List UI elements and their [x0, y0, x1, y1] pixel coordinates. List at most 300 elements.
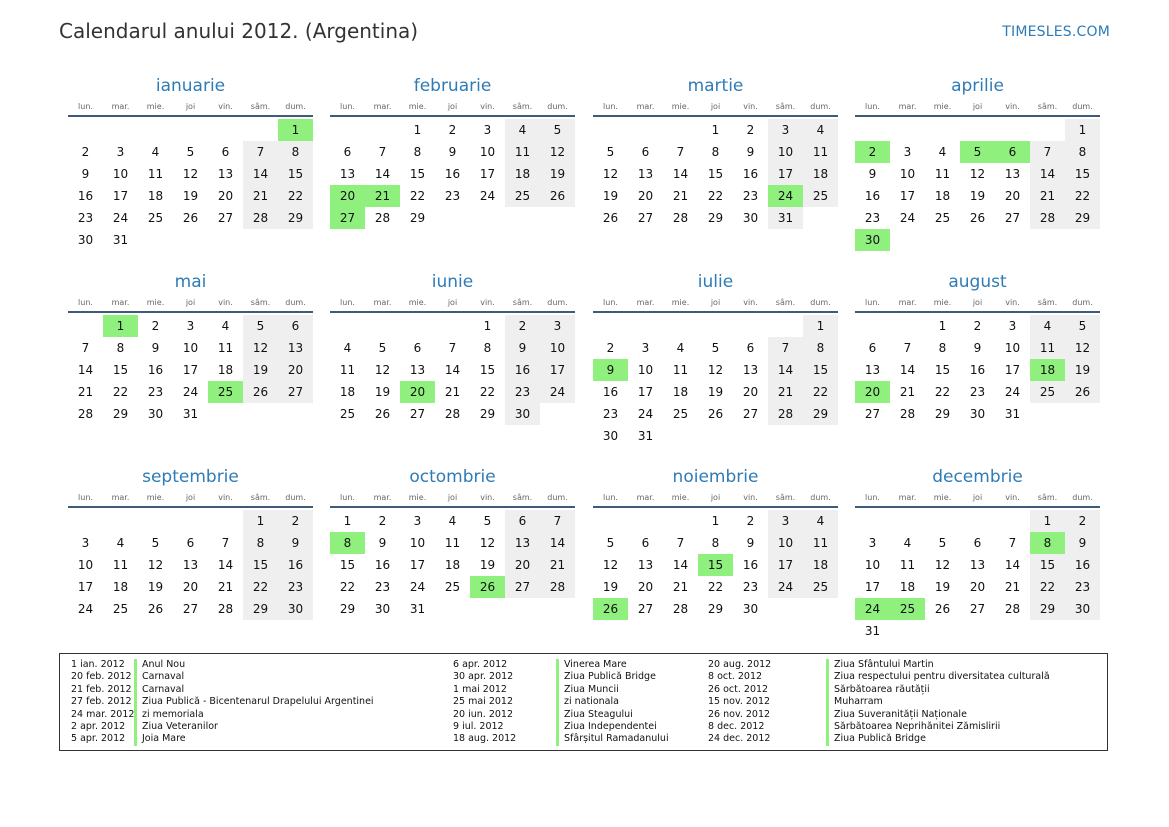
- day-cell: 14: [540, 532, 575, 554]
- day-cell: 5: [540, 119, 575, 141]
- weekday-label: mie.: [408, 102, 427, 111]
- holiday-day: 15: [698, 554, 733, 576]
- day-cell: 21: [243, 185, 278, 207]
- day-cell: 30: [969, 407, 986, 421]
- day-cell: 19: [969, 189, 986, 203]
- weekday-label: mie.: [933, 102, 952, 111]
- day-cell: 3: [186, 319, 195, 333]
- legend-date: 8 dec. 2012: [708, 721, 765, 732]
- days-grid: [855, 315, 1100, 425]
- weekday-header: [593, 296, 838, 313]
- page-title: Calendarul anului 2012. (Argentina): [59, 19, 419, 43]
- legend-holiday-name: Muharram: [826, 696, 883, 708]
- day-cell: 17: [77, 580, 94, 594]
- day-cell: 24: [768, 576, 803, 598]
- month-mai: [68, 270, 313, 425]
- day-cell: 20: [1004, 189, 1021, 203]
- day-cell: 4: [343, 341, 352, 355]
- days-grid: [68, 510, 313, 620]
- day-cell: 29: [339, 602, 356, 616]
- day-cell: 13: [1004, 167, 1021, 181]
- weekday-label: dum.: [1072, 102, 1093, 111]
- weekday-label: mar.: [636, 298, 655, 307]
- day-cell: 11: [1030, 337, 1065, 359]
- day-cell: 18: [112, 580, 129, 594]
- day-cell: 31: [1004, 407, 1021, 421]
- day-cell: 25: [934, 211, 951, 225]
- day-cell: 20: [969, 580, 986, 594]
- day-cell: 11: [444, 536, 461, 550]
- weekday-label: sâm.: [250, 298, 271, 307]
- day-cell: 12: [147, 558, 164, 572]
- legend-holiday-name: Sărbătoarea Neprihănitei Zămislirii: [826, 721, 1000, 733]
- empty-cell: [138, 119, 173, 141]
- day-cell: 30: [602, 429, 619, 443]
- day-cell: 19: [374, 385, 391, 399]
- day-cell: 13: [278, 337, 313, 359]
- empty-cell: [330, 119, 365, 141]
- empty-cell: [365, 119, 400, 141]
- day-cell: 7: [676, 145, 685, 159]
- weekday-label: vin.: [743, 298, 758, 307]
- day-cell: 5: [378, 341, 387, 355]
- weekday-label: lun.: [603, 493, 618, 502]
- day-cell: 28: [1030, 207, 1065, 229]
- weekday-label: lun.: [78, 298, 93, 307]
- day-cell: 22: [339, 580, 356, 594]
- legend-date: 1 ian. 2012: [71, 659, 125, 670]
- legend-holiday-name: Sărbătoarea răutății: [826, 684, 930, 696]
- day-cell: 16: [374, 558, 391, 572]
- day-cell: 1: [711, 514, 720, 528]
- month-martie: [593, 74, 838, 229]
- empty-cell: [768, 315, 803, 337]
- legend-holiday-name: Ziua Muncii: [556, 684, 619, 696]
- day-cell: 21: [768, 381, 803, 403]
- day-cell: 29: [409, 211, 426, 225]
- day-cell: 8: [116, 341, 125, 355]
- day-cell: 8: [483, 341, 492, 355]
- day-cell: 10: [77, 558, 94, 572]
- legend-date: 18 aug. 2012: [453, 733, 517, 745]
- legend-date: 24 mar. 2012: [71, 708, 135, 720]
- day-cell: 17: [112, 189, 129, 203]
- day-cell: 9: [151, 341, 160, 355]
- weekday-label: lun.: [865, 493, 880, 502]
- empty-cell: [243, 119, 278, 141]
- weekday-label: joi: [447, 298, 458, 307]
- day-cell: 26: [374, 407, 391, 421]
- days-grid: [855, 510, 1100, 642]
- day-cell: 23: [77, 211, 94, 225]
- day-cell: 8: [278, 141, 313, 163]
- day-cell: 14: [1004, 558, 1021, 572]
- days-grid: [593, 510, 838, 620]
- holiday-day: 26: [470, 576, 505, 598]
- day-cell: 18: [803, 163, 838, 185]
- empty-cell: [890, 315, 925, 337]
- day-cell: 20: [278, 359, 313, 381]
- weekday-label: vin.: [218, 298, 233, 307]
- day-cell: 31: [112, 233, 129, 247]
- empty-cell: [628, 510, 663, 532]
- day-cell: 10: [637, 363, 654, 377]
- day-cell: 31: [637, 429, 654, 443]
- day-cell: 14: [374, 167, 391, 181]
- day-cell: 3: [868, 536, 877, 550]
- day-cell: 20: [182, 580, 199, 594]
- day-cell: 31: [409, 602, 426, 616]
- month-noiembrie: [593, 465, 838, 620]
- day-cell: 20: [217, 189, 234, 203]
- holiday-day: 21: [365, 185, 400, 207]
- legend-holiday-name: Ziua Sfântului Martin: [826, 659, 934, 671]
- day-cell: 4: [221, 319, 230, 333]
- empty-cell: [593, 510, 628, 532]
- weekday-label: mie.: [146, 102, 165, 111]
- day-cell: 25: [147, 211, 164, 225]
- day-cell: 27: [864, 407, 881, 421]
- weekday-label: mie.: [933, 298, 952, 307]
- brand-link[interactable]: TIMESLES.COM: [1002, 24, 1110, 40]
- legend-holiday-name: Sfârșitul Ramadanului: [556, 733, 669, 745]
- day-cell: 12: [969, 167, 986, 181]
- days-grid: [68, 119, 313, 251]
- day-cell: 3: [540, 315, 575, 337]
- day-cell: 29: [479, 407, 496, 421]
- weekday-header: [855, 100, 1100, 117]
- day-cell: 6: [868, 341, 877, 355]
- day-cell: 29: [1065, 207, 1100, 229]
- weekday-label: lun.: [603, 298, 618, 307]
- day-cell: 19: [243, 359, 278, 381]
- day-cell: 30: [278, 598, 313, 620]
- day-cell: 15: [278, 163, 313, 185]
- day-cell: 3: [768, 510, 803, 532]
- holiday-day: 20: [330, 185, 365, 207]
- legend-date: 6 apr. 2012: [453, 659, 508, 670]
- day-cell: 27: [969, 602, 986, 616]
- day-cell: 17: [1004, 363, 1021, 377]
- day-cell: 28: [77, 407, 94, 421]
- day-cell: 23: [742, 580, 759, 594]
- day-cell: 3: [81, 536, 90, 550]
- day-cell: 6: [973, 536, 982, 550]
- holiday-day: 27: [330, 207, 365, 229]
- day-cell: 9: [378, 536, 387, 550]
- legend-date: 15 nov. 2012: [708, 696, 771, 708]
- day-cell: 27: [182, 602, 199, 616]
- month-ianuarie: [68, 74, 313, 251]
- day-cell: 14: [768, 359, 803, 381]
- legend-holiday-name: zi memoriala: [134, 709, 204, 721]
- day-cell: 13: [505, 532, 540, 554]
- weekday-label: lun.: [603, 102, 618, 111]
- day-cell: 3: [116, 145, 125, 159]
- legend-holiday-name: Carnaval: [134, 671, 184, 683]
- day-cell: 9: [746, 536, 755, 550]
- legend-date: 2 apr. 2012: [71, 721, 126, 732]
- day-cell: 24: [899, 211, 916, 225]
- holiday-day: 9: [593, 359, 628, 381]
- day-cell: 28: [672, 602, 689, 616]
- holiday-day: 8: [330, 532, 365, 554]
- day-cell: 16: [444, 167, 461, 181]
- legend-holiday-name: Ziua Steagului: [556, 709, 633, 721]
- month-name: aprilie: [951, 76, 1004, 96]
- empty-cell: [208, 119, 243, 141]
- day-cell: 10: [1004, 341, 1021, 355]
- day-cell: 8: [1065, 141, 1100, 163]
- weekday-label: dum.: [810, 493, 831, 502]
- day-cell: 12: [182, 167, 199, 181]
- day-cell: 3: [483, 123, 492, 137]
- day-cell: 14: [217, 558, 234, 572]
- legend-date: 8 oct. 2012: [708, 671, 763, 683]
- legend-holiday-name: Anul Nou: [134, 659, 185, 671]
- day-cell: 28: [899, 407, 916, 421]
- day-cell: 2: [1065, 510, 1100, 532]
- day-cell: 1: [1065, 119, 1100, 141]
- day-cell: 6: [413, 341, 422, 355]
- day-cell: 5: [606, 536, 615, 550]
- holiday-day: 20: [400, 381, 435, 403]
- legend-date: 30 apr. 2012: [453, 671, 514, 683]
- holiday-day: 24: [768, 185, 803, 207]
- day-cell: 1: [343, 514, 352, 528]
- day-cell: 17: [864, 580, 881, 594]
- empty-cell: [68, 315, 103, 337]
- day-cell: 21: [540, 554, 575, 576]
- day-cell: 22: [803, 381, 838, 403]
- day-cell: 18: [217, 363, 234, 377]
- day-cell: 17: [182, 363, 199, 377]
- weekday-label: joi: [710, 493, 721, 502]
- weekday-label: lun.: [78, 493, 93, 502]
- day-cell: 12: [540, 141, 575, 163]
- days-grid: [593, 315, 838, 447]
- day-cell: 24: [182, 385, 199, 399]
- weekday-label: vin.: [743, 493, 758, 502]
- day-cell: 2: [448, 123, 457, 137]
- empty-cell: [663, 315, 698, 337]
- day-cell: 16: [742, 558, 759, 572]
- day-cell: 6: [186, 536, 195, 550]
- empty-cell: [400, 315, 435, 337]
- empty-cell: [365, 315, 400, 337]
- legend-holiday-name: zi nationala: [556, 696, 619, 708]
- day-cell: 4: [505, 119, 540, 141]
- empty-cell: [855, 315, 890, 337]
- day-cell: 26: [969, 211, 986, 225]
- day-cell: 30: [77, 233, 94, 247]
- day-cell: 7: [768, 337, 803, 359]
- legend-date: 26 nov. 2012: [708, 708, 771, 720]
- weekday-header: [330, 296, 575, 313]
- weekday-label: mar.: [898, 298, 917, 307]
- day-cell: 9: [448, 145, 457, 159]
- day-cell: 2: [378, 514, 387, 528]
- day-cell: 10: [899, 167, 916, 181]
- day-cell: 23: [969, 385, 986, 399]
- day-cell: 2: [746, 123, 755, 137]
- day-cell: 22: [707, 189, 724, 203]
- weekday-label: sâm.: [1037, 298, 1058, 307]
- weekday-label: dum.: [547, 298, 568, 307]
- legend-date: 5 apr. 2012: [71, 733, 126, 745]
- day-cell: 25: [672, 407, 689, 421]
- day-cell: 17: [479, 167, 496, 181]
- day-cell: 20: [742, 385, 759, 399]
- day-cell: 1: [413, 123, 422, 137]
- empty-cell: [173, 510, 208, 532]
- empty-cell: [103, 510, 138, 532]
- month-name: octombrie: [409, 467, 496, 487]
- day-cell: 27: [278, 381, 313, 403]
- day-cell: 21: [77, 385, 94, 399]
- days-grid: [68, 315, 313, 425]
- day-cell: 26: [707, 407, 724, 421]
- day-cell: 15: [479, 363, 496, 377]
- legend-holiday-name: Ziua Suveranității Naționale: [826, 709, 967, 721]
- day-cell: 21: [1030, 185, 1065, 207]
- legend-date: 26 oct. 2012: [708, 683, 769, 695]
- day-cell: 12: [707, 363, 724, 377]
- day-cell: 7: [221, 536, 230, 550]
- day-cell: 21: [217, 580, 234, 594]
- day-cell: 11: [803, 532, 838, 554]
- day-cell: 4: [151, 145, 160, 159]
- weekday-label: lun.: [340, 298, 355, 307]
- day-cell: 11: [934, 167, 951, 181]
- month-name: august: [948, 272, 1007, 292]
- weekday-label: vin.: [480, 102, 495, 111]
- day-cell: 7: [1030, 141, 1065, 163]
- holiday-day: 24: [855, 598, 890, 620]
- day-cell: 26: [1065, 381, 1100, 403]
- empty-cell: [890, 510, 925, 532]
- day-cell: 6: [221, 145, 230, 159]
- holiday-day: 1: [103, 315, 138, 337]
- month-august: [855, 270, 1100, 425]
- month-name: februarie: [413, 76, 492, 96]
- day-cell: 22: [1065, 185, 1100, 207]
- day-cell: 16: [969, 363, 986, 377]
- day-cell: 24: [637, 407, 654, 421]
- day-cell: 22: [1030, 576, 1065, 598]
- day-cell: 27: [217, 211, 234, 225]
- empty-cell: [855, 510, 890, 532]
- day-cell: 24: [1004, 385, 1021, 399]
- weekday-label: lun.: [865, 298, 880, 307]
- day-cell: 30: [1065, 598, 1100, 620]
- weekday-label: mar.: [636, 493, 655, 502]
- weekday-label: sâm.: [512, 298, 533, 307]
- weekday-label: joi: [185, 102, 196, 111]
- day-cell: 24: [540, 381, 575, 403]
- day-cell: 18: [899, 580, 916, 594]
- day-cell: 22: [479, 385, 496, 399]
- day-cell: 13: [409, 363, 426, 377]
- empty-cell: [698, 315, 733, 337]
- day-cell: 25: [803, 185, 838, 207]
- day-cell: 10: [479, 145, 496, 159]
- day-cell: 4: [1030, 315, 1065, 337]
- day-cell: 11: [217, 341, 234, 355]
- day-cell: 30: [505, 403, 540, 425]
- weekday-label: sâm.: [1037, 102, 1058, 111]
- day-cell: 6: [343, 145, 352, 159]
- empty-cell: [855, 119, 890, 141]
- weekday-label: joi: [972, 298, 983, 307]
- day-cell: 15: [934, 363, 951, 377]
- weekday-label: mar.: [373, 493, 392, 502]
- day-cell: 28: [243, 207, 278, 229]
- day-cell: 8: [413, 145, 422, 159]
- day-cell: 14: [1030, 163, 1065, 185]
- weekday-label: joi: [972, 493, 983, 502]
- day-cell: 15: [243, 554, 278, 576]
- legend-holiday-name: Ziua Publică - Bicentenarul Drapelului Argentinei: [134, 696, 374, 708]
- day-cell: 6: [505, 510, 540, 532]
- empty-cell: [208, 510, 243, 532]
- day-cell: 16: [742, 167, 759, 181]
- day-cell: 12: [374, 363, 391, 377]
- weekday-label: sâm.: [775, 493, 796, 502]
- month-aprilie: [855, 74, 1100, 251]
- day-cell: 17: [409, 558, 426, 572]
- day-cell: 2: [151, 319, 160, 333]
- weekday-label: mie.: [408, 493, 427, 502]
- weekday-label: vin.: [1005, 298, 1020, 307]
- day-cell: 11: [339, 363, 356, 377]
- day-cell: 24: [112, 211, 129, 225]
- weekday-label: sâm.: [775, 298, 796, 307]
- day-cell: 21: [899, 385, 916, 399]
- weekday-label: vin.: [1005, 493, 1020, 502]
- day-cell: 2: [505, 315, 540, 337]
- day-cell: 17: [540, 359, 575, 381]
- day-cell: 11: [505, 141, 540, 163]
- month-name: decembrie: [932, 467, 1023, 487]
- weekday-label: sâm.: [1037, 493, 1058, 502]
- days-grid: [330, 315, 575, 425]
- holiday-day: 30: [855, 229, 890, 251]
- day-cell: 27: [505, 576, 540, 598]
- empty-cell: [435, 315, 470, 337]
- empty-cell: [68, 510, 103, 532]
- day-cell: 14: [672, 167, 689, 181]
- holiday-day: 25: [890, 598, 925, 620]
- day-cell: 4: [803, 510, 838, 532]
- day-cell: 12: [1065, 337, 1100, 359]
- day-cell: 18: [934, 189, 951, 203]
- weekday-label: mie.: [933, 493, 952, 502]
- weekday-label: vin.: [218, 102, 233, 111]
- month-name: noiembrie: [672, 467, 759, 487]
- day-cell: 22: [112, 385, 129, 399]
- empty-cell: [663, 510, 698, 532]
- month-name: septembrie: [142, 467, 239, 487]
- day-cell: 9: [868, 167, 877, 181]
- legend-date: 25 mai 2012: [453, 696, 514, 708]
- weekday-label: dum.: [1072, 298, 1093, 307]
- weekday-label: mar.: [111, 102, 130, 111]
- day-cell: 29: [707, 602, 724, 616]
- weekday-label: joi: [710, 102, 721, 111]
- weekday-label: vin.: [480, 493, 495, 502]
- weekday-label: lun.: [340, 102, 355, 111]
